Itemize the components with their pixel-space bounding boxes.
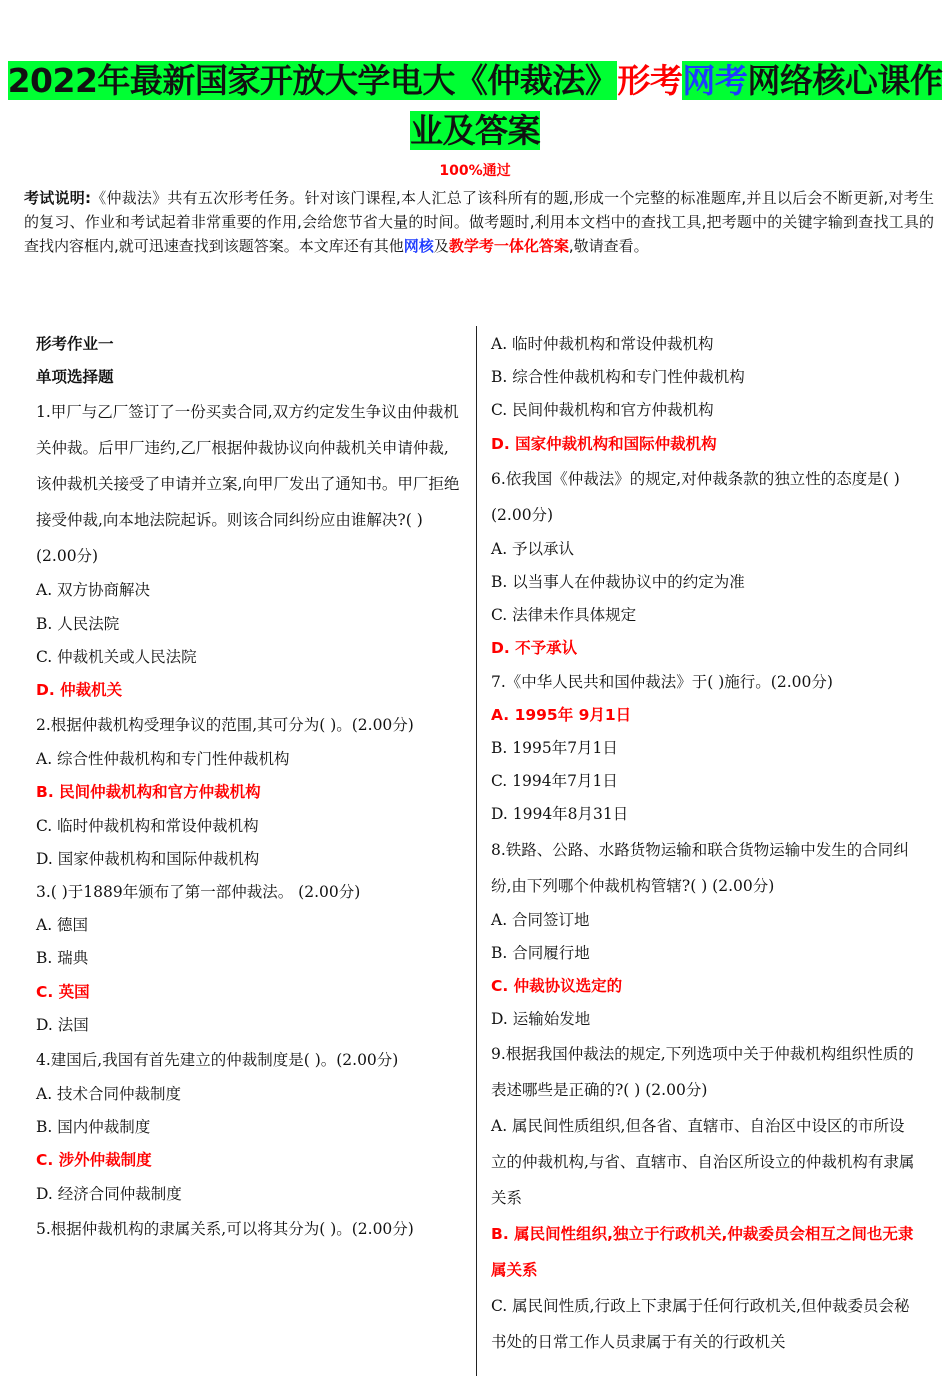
intro-text: 《仲裁法》共有五次形考任务。针对该门课程,本人汇总了该科所有的题,形成一个完整的标准题库,并且以后会不断更新,对考生的复习、作业和考试起着非常重要的作用,会给您节省大量的时间。做考题时,利用本文档中的查找工具,把考题中的关键字输到查找工具的查找内容框内,就可迅速查找到该题答案。本文库还有其他 bbox=[24, 189, 935, 255]
option: B. 以当事人在仲裁协议中的约定为准 bbox=[491, 573, 745, 592]
question-4: 4.建国后,我国有首先建立的仲裁制度是( )。(2.00分) bbox=[36, 1051, 399, 1070]
option: C. 属民间性质,行政上下隶属于任何行政机关,但仲裁委员会秘书处的日常工作人员隶属于有关的行政机关 bbox=[491, 1297, 910, 1352]
left-column bbox=[36, 328, 460, 1247]
question-1: 1.甲厂与乙厂签订了一份买卖合同,双方约定发生争议由仲裁机关仲裁。后甲厂违约,乙厂根据仲裁协议向仲裁机关申请仲裁,该仲裁机关接受了申请并立案,向甲厂发出了通知书。甲厂拒绝接受仲裁,向本地法院起诉。则该合同纠纷应由谁解决?( ) (2.00分) bbox=[36, 403, 460, 566]
pass-note: 100%通过 bbox=[439, 163, 511, 179]
section-heading: 形考作业一 bbox=[36, 335, 114, 353]
intro-link-wanghe[interactable]: 网核 bbox=[403, 237, 434, 255]
option: A. 合同签订地 bbox=[491, 910, 590, 929]
right-column bbox=[491, 328, 919, 1360]
intro-link-answers[interactable]: 教学考一体化答案 bbox=[448, 237, 569, 255]
option: B. 人民法院 bbox=[36, 614, 120, 633]
question-7: 7.《中华人民共和国仲裁法》于( )施行。(2.00分) bbox=[491, 672, 833, 691]
title-xingkao: 形考 bbox=[617, 61, 683, 100]
option: D. 运输始发地 bbox=[491, 1010, 591, 1029]
column-divider bbox=[476, 326, 477, 1376]
option: C. 临时仲裁机构和常设仲裁机构 bbox=[36, 816, 259, 835]
option: A. 予以承认 bbox=[491, 539, 575, 558]
subsection-heading: 单项选择题 bbox=[36, 368, 114, 387]
correct-answer: B. 民间仲裁机构和官方仲裁机构 bbox=[36, 783, 261, 802]
document-title bbox=[0, 56, 950, 156]
option: A. 双方协商解决 bbox=[36, 581, 151, 600]
question-8: 8.铁路、公路、水路货物运输和联合货物运输中发生的合同纠纷,由下列哪个仲裁机构管辖?( ) (2.00分) bbox=[491, 840, 909, 895]
option: A. 综合性仲裁机构和专门性仲裁机构 bbox=[36, 750, 290, 769]
question-3: 3.( )于1889年颁布了第一部仲裁法。 (2.00分) bbox=[36, 883, 361, 902]
title-rest: 网络核心课作业及答案 bbox=[410, 61, 943, 150]
correct-answer: C. 涉外仲裁制度 bbox=[36, 1151, 152, 1170]
option: A. 技术合同仲裁制度 bbox=[36, 1085, 182, 1104]
question-5: 5.根据仲裁机构的隶属关系,可以将其分为( )。(2.00分) bbox=[36, 1219, 414, 1238]
option: D. 法国 bbox=[36, 1015, 89, 1034]
option: A. 德国 bbox=[36, 916, 89, 935]
title-main: 2022年最新国家开放大学电大《仲裁法》 bbox=[7, 61, 618, 100]
option: C. 民间仲裁机构和官方仲裁机构 bbox=[491, 401, 714, 420]
option: C. 法律未作具体规定 bbox=[491, 606, 637, 625]
correct-answer: B. 属民间性组织,独立于行政机关,仲裁委员会相互之间也无隶属关系 bbox=[491, 1225, 914, 1280]
option: D. 国家仲裁机构和国际仲裁机构 bbox=[36, 849, 260, 868]
option: C. 1994年7月1日 bbox=[491, 772, 618, 791]
correct-answer: D. 国家仲裁机构和国际仲裁机构 bbox=[491, 434, 717, 453]
option: B. 合同履行地 bbox=[491, 943, 590, 962]
option: D. 经济合同仲裁制度 bbox=[36, 1184, 182, 1203]
correct-answer: C. 仲裁协议选定的 bbox=[491, 977, 623, 996]
question-2: 2.根据仲裁机构受理争议的范围,其可分为( )。(2.00分) bbox=[36, 716, 414, 735]
option: D. 1994年8月31日 bbox=[491, 805, 629, 824]
intro-mid: 及 bbox=[433, 237, 449, 255]
option: B. 1995年7月1日 bbox=[491, 739, 618, 758]
title-wangkao: 网考 bbox=[682, 61, 748, 100]
question-9: 9.根据我国仲裁法的规定,下列选项中关于仲裁机构组织性质的表述哪些是正确的?( ) (2.00分) bbox=[491, 1045, 914, 1100]
option: A. 属民间性质组织,但各省、直辖市、自治区中设区的市所设立的仲裁机构,与省、直辖市、自治区所设立的仲裁机构有隶属关系 bbox=[491, 1117, 915, 1208]
correct-answer: D. 仲裁机关 bbox=[36, 681, 123, 700]
option: B. 综合性仲裁机构和专门性仲裁机构 bbox=[491, 368, 745, 387]
question-6: 6.依我国《仲裁法》的规定,对仲裁条款的独立性的态度是( )(2.00分) bbox=[491, 469, 900, 524]
option: A. 临时仲裁机构和常设仲裁机构 bbox=[491, 335, 714, 353]
intro-label: 考试说明: bbox=[24, 189, 91, 207]
correct-answer: A. 1995年 9月1日 bbox=[491, 705, 632, 724]
correct-answer: C. 英国 bbox=[36, 982, 90, 1001]
option: B. 国内仲裁制度 bbox=[36, 1118, 151, 1137]
correct-answer: D. 不予承认 bbox=[491, 639, 578, 658]
exam-intro bbox=[24, 186, 934, 258]
intro-end: ,敬请查看。 bbox=[568, 237, 649, 255]
option: C. 仲裁机关或人民法院 bbox=[36, 647, 197, 666]
option: B. 瑞典 bbox=[36, 949, 89, 968]
